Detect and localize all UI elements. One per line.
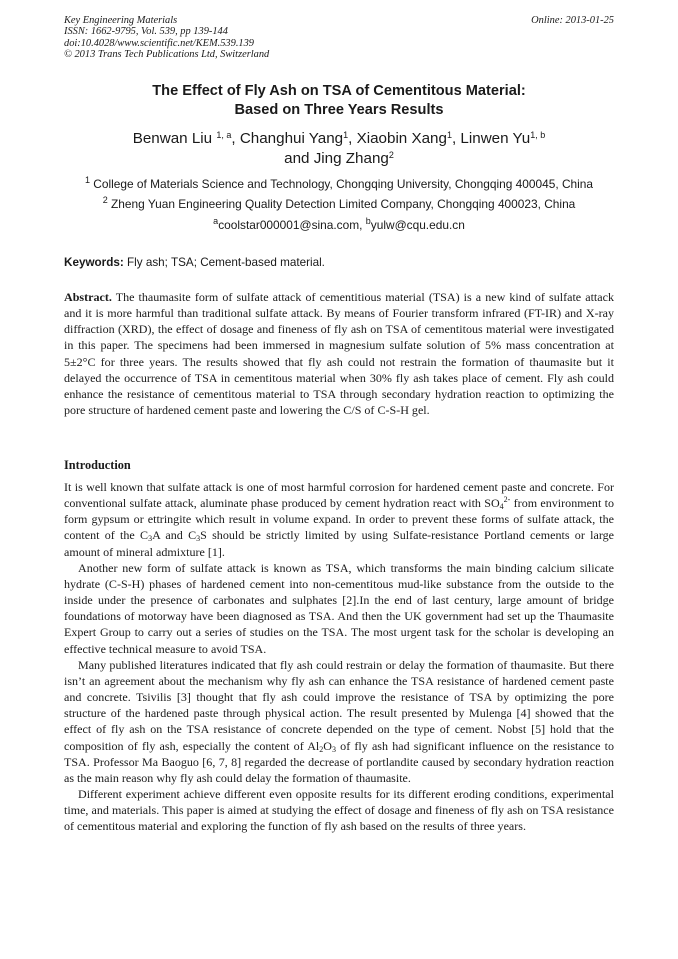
subscript: 4 (499, 502, 504, 512)
author-name: Linwen Yu (460, 130, 531, 147)
keywords (64, 256, 325, 269)
author-list (40, 129, 638, 169)
abstract-label: Abstract. (64, 290, 112, 304)
title-line-2: Based on Three Years Results (234, 102, 444, 118)
email-mark: b (365, 216, 371, 226)
subscript: 3 (148, 534, 153, 544)
keywords-text: Fly ash; TSA; Cement-based material. (127, 256, 325, 269)
affiliation-mark: 2 (102, 195, 108, 205)
text-run: S should be strictly limited by using Sulfate-resistance Portland cements or large amount of mineral admixture [1]. (64, 528, 614, 559)
affiliation-text: College of Materials Science and Technology, Chongqing University, Chongqing 400045, China (93, 177, 594, 191)
online-date: Online: 2013-01-25 (531, 15, 614, 26)
text-run: Many published literatures indicated that fly ash could restrain or delay the formation of thaumasite. But there isn’t an agreement about the mechanism why fly ash can enhance the TSA resistance of hardened cement paste and concrete. Tsivilis [3] thought that fly ash could improve the resistance of TSA by optimizing the pore structure of the hardened paste through physical action. The result presented by Mulenga [4] showed that the effect of fly ash on the TSA resistance of concrete depended on the type of cement. Nobst [5] hold that the composition of fly ash, especially the content of Al (64, 657, 614, 753)
author-affil-mark: 1, a (216, 130, 232, 140)
introduction-body (64, 479, 614, 834)
author-line-1: Benwan Liu $^{1, a}$, Changhui Yang$^1$, Xiaobin Xang$^1$, Linwen Yu$^{1, b}$ (132, 130, 546, 147)
paragraph: Another new form of sulfate attack is known as TSA, which transforms the main binding calcium silicate hydrate (C-S-H) phases of hardened cement into non-cementitous mud-like substance from the outside to the inside under the presence of carbonates and sulphates [2].In the end of last century, large amount of bridge foundations of motorway have been diagnosed as TSA. And then the UK government had set up the Thaumasite Expert Group to carry out a series of studies on the TSA. The most urgent task for the scholar is developing an effective technical measure to avoid TSA. (64, 560, 614, 656)
author-affil-mark: 1 (343, 130, 349, 140)
author-affil-mark: 1, b (530, 130, 546, 140)
author-name: Xiaobin Xang (356, 130, 447, 147)
text-run: of fly ash had significant influence on the resistance to TSA. Professor Ma Baoguo [6, 7, 8] regarded the decrease of portlandite caused by secondary hydration reaction as the main reason why fly ash could delay the formation of thaumasite. (64, 738, 614, 785)
email-link[interactable]: yulw@cqu.edu.cn (370, 218, 465, 232)
paragraph (64, 479, 614, 560)
title-line-1: The Effect of Fly Ash on TSA of Cementitous Material: (152, 83, 526, 99)
subscript: 3 (196, 534, 201, 544)
text-run: from environment to form gypsum or ettringite which result in volume expand. In order to prevent these forms of sulfate attack, the content of the C (64, 496, 614, 543)
email-link[interactable]: coolstar000001@sina.com (218, 218, 360, 232)
affiliation-text: Zheng Yuan Engineering Quality Detection Limited Company, Chongqing 400023, China (111, 197, 576, 211)
journal-issn: ISSN: 1662-9795, Vol. 539, pp 139-144 (64, 26, 228, 38)
superscript: 2- (503, 495, 511, 505)
paper-title (40, 82, 638, 120)
author-line-2 (40, 149, 638, 169)
author-emails: $^a$coolstar000001@sina.com, $^b$yulw@cqu.edu.cn (213, 216, 465, 232)
affiliation-1 (30, 177, 648, 191)
author-affil-mark: 1 (446, 130, 452, 140)
paragraph (64, 657, 614, 786)
text-run: It is well known that sulfate attack is one of most harmful corrosion for hardened cement paste and concrete. For conventional sulfate attack, aluminate phase produced by cement hydration react with SO (64, 480, 614, 511)
subscript: 2 (319, 744, 324, 754)
affiliation-2 (30, 197, 648, 211)
email-mark: a (213, 216, 219, 226)
journal-header (64, 15, 269, 61)
abstract (64, 289, 614, 418)
journal-name: Key Engineering Materials (64, 15, 178, 26)
author-name: Changhui Yang (239, 130, 344, 147)
text-run: A and C (152, 528, 197, 543)
text-run: O (323, 738, 332, 753)
keywords-label: Keywords: (64, 256, 124, 269)
abstract-text: The thaumasite form of sulfate attack of cementitious material (TSA) is a new kind of sulfate attack and it is more harmful than traditional sulfate attack. By means of Fourier transform infrared (FT-IR) and X-ray diffraction (XRD), the effect of dosage and fineness of fly ash on TSA of cementitous material were investigated in this paper. The specimens had been immersed in magnesium sulfate solution of 5% mass concentration at 5±2°C for three years. The results showed that fly ash could not restrain the formation of thaumasite but it delayed the occurrence of TSA in cementitous material when 30% fly ash takes place of cement. Fly ash could enhance the resistance of cementitous material to TSA through secondary hydration reaction to optimizing the pore structure of hardened cement paste and lowering the C/S of C-S-H gel. (64, 290, 614, 418)
author-name: Benwan Liu (132, 130, 213, 147)
author-name: Jing Zhang (313, 150, 389, 167)
journal-doi: doi:10.4028/www.scientific.net/KEM.539.139 (64, 37, 254, 49)
author-affil-mark: 2 (388, 150, 394, 160)
section-heading-introduction: Introduction (64, 458, 131, 472)
affiliation-mark: 1 (84, 175, 90, 185)
journal-copyright: © 2013 Trans Tech Publications Ltd, Switzerland (64, 49, 270, 61)
subscript: 3 (331, 744, 336, 754)
author-conjunction: and (284, 150, 310, 167)
paragraph: Different experiment achieve different even opposite results for its different eroding conditions, experimental time, and materials. This paper is aimed at studying the effect of dosage and fineness of fly ash on TSA resistance of cementitous material and exploring the function of fly ash based on the results of three years. (64, 786, 614, 834)
